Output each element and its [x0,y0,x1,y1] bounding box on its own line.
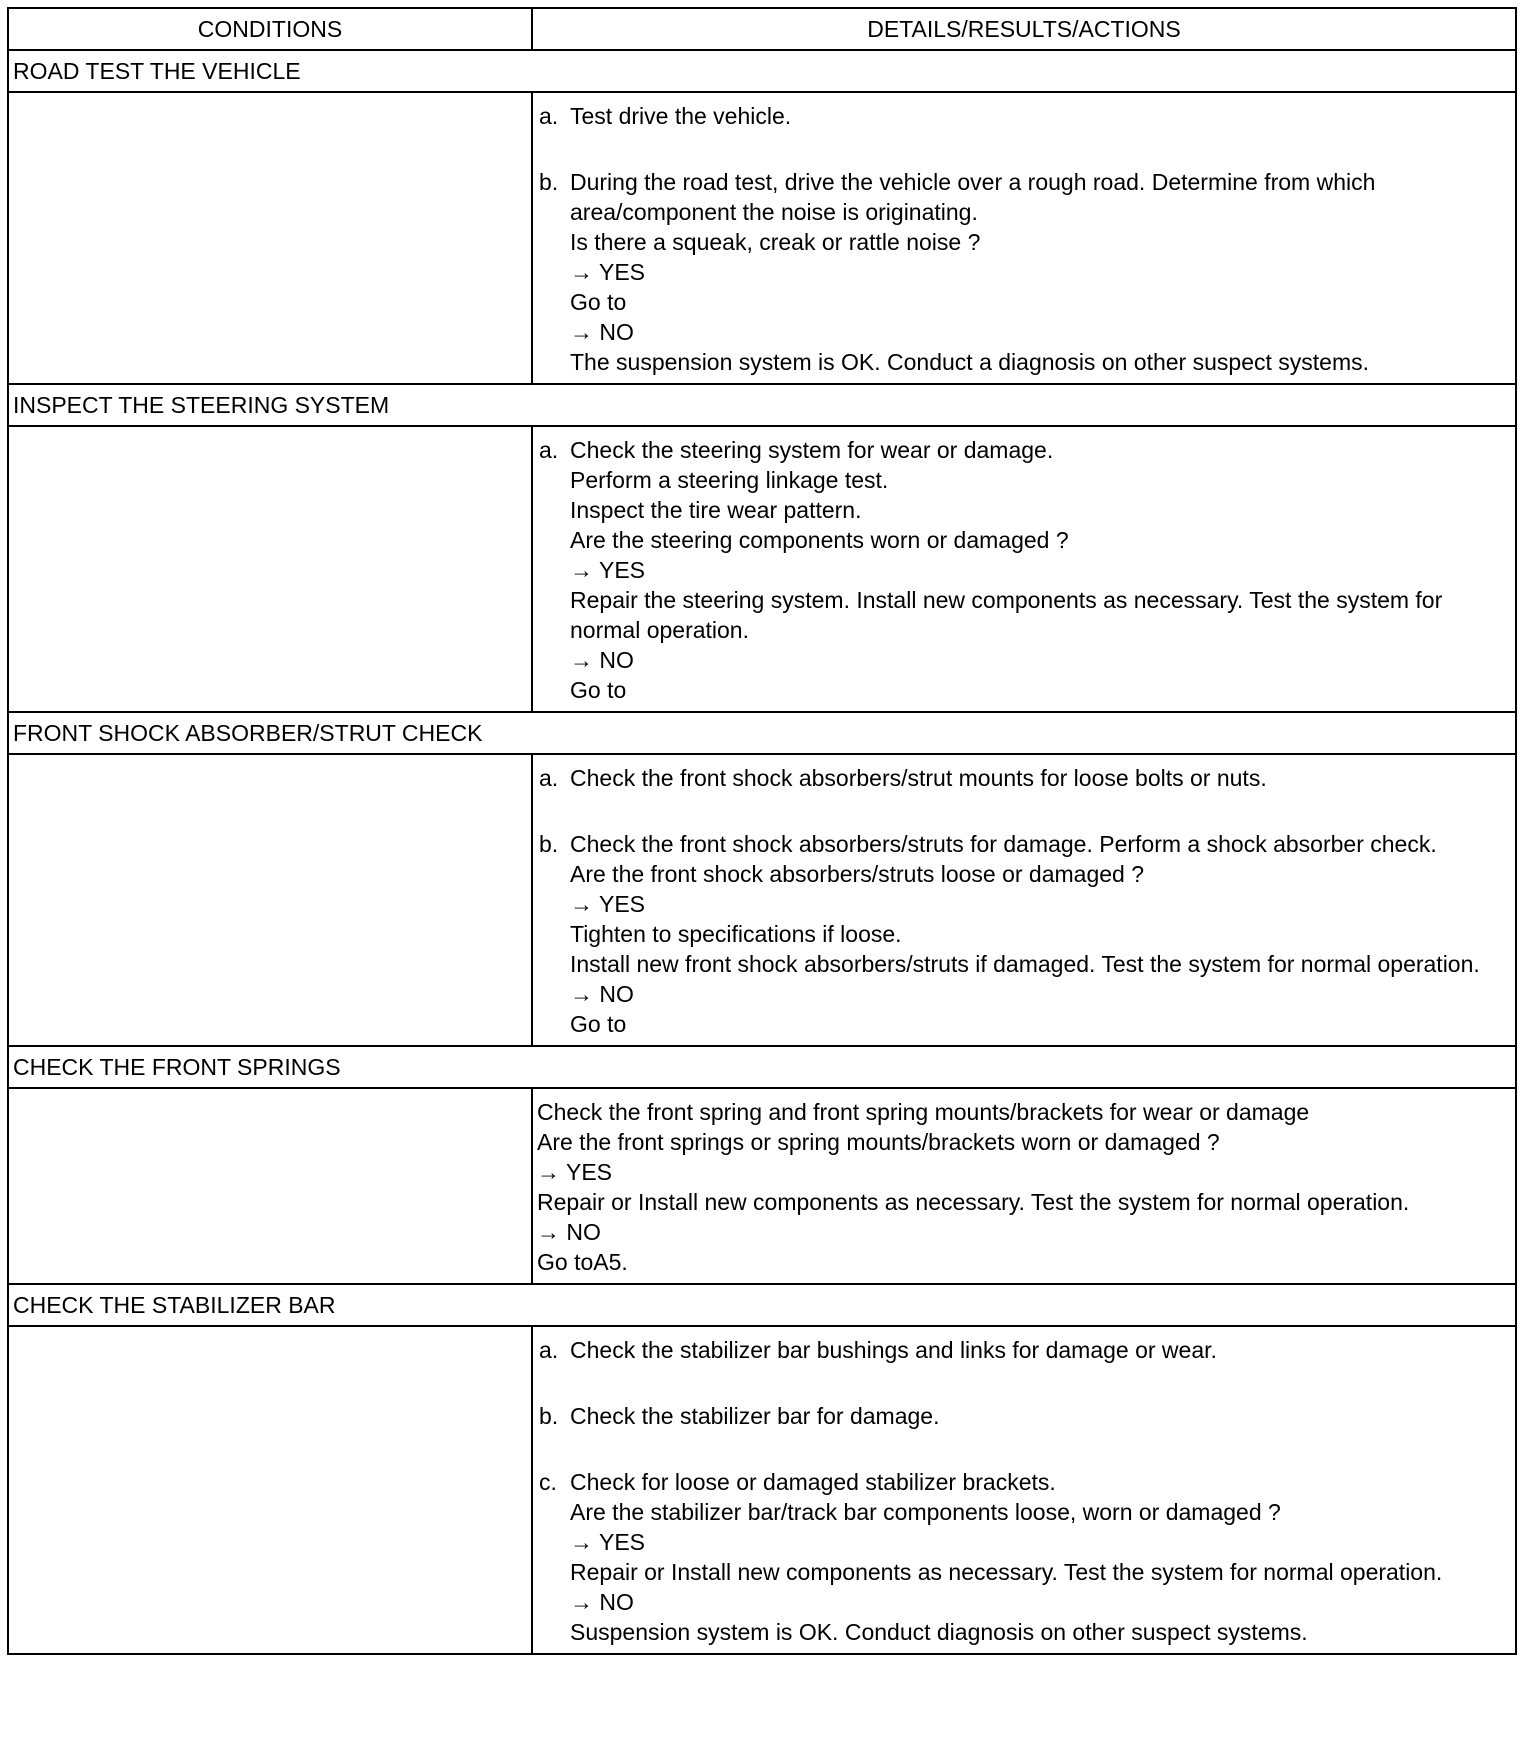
action-yes: Tighten to specifications if loose. [570,921,902,947]
step-text: Check for loose or damaged stabilizer brackets. [570,1469,1056,1495]
action-yes: Install new front shock absorbers/struts if damaged. Test the system for normal operation. [570,951,1480,977]
step-text: Check the front shock absorbers/strut mounts for loose bolts or nuts. [570,765,1267,791]
section-title: FRONT SHOCK ABSORBER/STRUT CHECK [8,712,1516,754]
result-yes: → YES [570,259,645,285]
step-text: Check the front shock absorbers/struts for damage. Perform a shock absorber check. [570,831,1437,857]
action-no: Go to [570,677,627,703]
conditions-cell [8,1088,532,1284]
step-item [539,167,1507,377]
details-cell [532,1088,1516,1284]
step-text: Check the steering system for wear or damage. [570,437,1054,463]
step-question: Are the front springs or spring mounts/brackets worn or damaged ? [537,1129,1220,1155]
result-yes: → YES [537,1159,612,1185]
step-label: b. [539,169,559,195]
action-yes: Repair or Install new components as necessary. Test the system for normal operation. [537,1189,1410,1215]
result-yes: → YES [570,891,645,917]
action-no: Go toA5. [537,1249,628,1275]
section-title-row [8,1046,1516,1088]
step-label: a. [539,1337,559,1363]
action-yes: Repair the steering system. Install new components as necessary. Test the system for normal operation. [570,587,1443,643]
step-item [539,1467,1507,1647]
step-label: b. [539,831,559,857]
diagnostic-table [7,7,1517,1655]
details-cell [532,1326,1516,1654]
step-text: Test drive the vehicle. [570,103,792,129]
header-row [8,8,1516,50]
step-label: a. [539,103,559,129]
section-title: ROAD TEST THE VEHICLE [8,50,1516,92]
result-no: → NO [537,1219,601,1245]
details-cell [532,426,1516,712]
section-body-row [8,1088,1516,1284]
section-body-row [8,92,1516,384]
result-no: → NO [570,981,634,1007]
step-question: Are the steering components worn or damaged ? [570,527,1069,553]
step-question: Are the front shock absorbers/struts loose or damaged ? [570,861,1145,887]
step-item [539,1335,1507,1365]
section-body-row [8,754,1516,1046]
step-label: a. [539,765,559,791]
section-title: CHECK THE STABILIZER BAR [8,1284,1516,1326]
result-no: → NO [570,319,634,345]
step-text: During the road test, drive the vehicle over a rough road. Determine from which area/component the noise is originating. [570,169,1376,225]
action-yes: Repair or Install new components as necessary. Test the system for normal operation. [570,1559,1443,1585]
conditions-cell [8,754,532,1046]
section-body-row [8,426,1516,712]
conditions-cell [8,1326,532,1654]
conditions-cell [8,92,532,384]
header-conditions: CONDITIONS [8,8,532,50]
step-text: Check the stabilizer bar for damage. [570,1403,940,1429]
section-title-row [8,1284,1516,1326]
result-no: → NO [570,1589,634,1615]
result-no: → NO [570,647,634,673]
step-item [539,435,1507,705]
step-item [539,1401,1507,1431]
action-no: Suspension system is OK. Conduct diagnosis on other suspect systems. [570,1619,1308,1645]
step-item [539,101,1507,131]
section-title: CHECK THE FRONT SPRINGS [8,1046,1516,1088]
action-yes: Go to [570,289,627,315]
action-no: Go to [570,1011,627,1037]
step-text: Inspect the tire wear pattern. [570,497,862,523]
details-cell [532,754,1516,1046]
step-label: b. [539,1403,559,1429]
section-title-row [8,384,1516,426]
step-text: Perform a steering linkage test. [570,467,889,493]
step-item [539,829,1507,1039]
section-title: INSPECT THE STEERING SYSTEM [8,384,1516,426]
result-yes: → YES [570,557,645,583]
step-text: Check the front spring and front spring mounts/brackets for wear or damage [537,1099,1310,1125]
step-item [539,763,1507,793]
result-yes: → YES [570,1529,645,1555]
step-question: Is there a squeak, creak or rattle noise ? [570,229,981,255]
section-body-row [8,1326,1516,1654]
section-title-row [8,712,1516,754]
step-text: Check the stabilizer bar bushings and links for damage or wear. [570,1337,1217,1363]
details-cell [532,92,1516,384]
step-label: a. [539,437,559,463]
step-label: c. [539,1469,557,1495]
action-no: The suspension system is OK. Conduct a diagnosis on other suspect systems. [570,349,1369,375]
header-details: DETAILS/RESULTS/ACTIONS [532,8,1516,50]
conditions-cell [8,426,532,712]
step-question: Are the stabilizer bar/track bar components loose, worn or damaged ? [570,1499,1281,1525]
section-title-row [8,50,1516,92]
